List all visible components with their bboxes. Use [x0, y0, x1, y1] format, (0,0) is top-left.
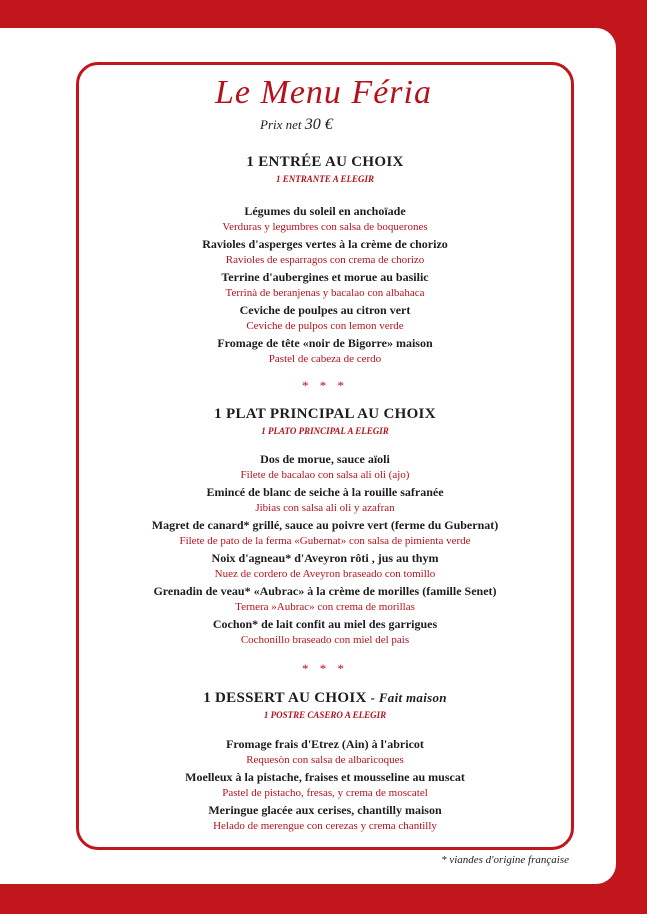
price-value: 30 €	[304, 116, 333, 133]
dish-translation: Ternera »Aubrac» con crema de morillas	[235, 601, 415, 613]
dish-name: Grenadin de veau* «Aubrac» à la crème de morilles (famille Senet)	[153, 584, 497, 598]
section-title-note: - Fait maison	[370, 690, 447, 705]
separator-stars: * * *	[302, 661, 348, 676]
separator-stars: * * *	[302, 378, 348, 393]
dish-name: Ravioles d'asperges vertes à la crème de chorizo	[202, 237, 448, 251]
footnote: * viandes d'origine française	[441, 854, 569, 866]
section-title: 1 ENTRÉE AU CHOIX	[246, 154, 404, 170]
dish-name: Ceviche de poulpes au citron vert	[239, 303, 411, 317]
dish-name: Magret de canard* grillé, sauce au poivre vert (ferme du Gubernat)	[151, 518, 499, 532]
dish-translation: Ceviche de pulpos con lemon verde	[246, 320, 404, 332]
dish-name: Cochon* de lait confit au miel des garrigues	[212, 617, 438, 631]
section-title	[76, 690, 574, 707]
dish-name: Terrine d'aubergines et morue au basilic	[221, 270, 429, 284]
dish-name: Fromage de tête «noir de Bigorre» maison	[217, 336, 433, 350]
dish-name: Moelleux à la pistache, fraises et mousseline au muscat	[185, 770, 465, 784]
dish-translation: Pastel de cabeza de cerdo	[268, 353, 382, 365]
section-plats	[76, 406, 574, 436]
dish-name: Fromage frais d'Etrez (Ain) à l'abricot	[226, 737, 424, 751]
dish-translation: Filete de bacalao con salsa ali oli (ajo)	[240, 469, 410, 481]
dish-translation: Ravioles de esparragos con crema de chorizo	[225, 254, 425, 266]
section-subtitle: 1 ENTRANTE A ELEGIR	[276, 174, 374, 184]
dish-translation: Cochonillo braseado con miel del pais	[240, 634, 410, 646]
dish-name: Dos de morue, sauce aïoli	[260, 452, 390, 466]
dish-name: Meringue glacée aux cerises, chantilly maison	[208, 803, 442, 817]
menu-title: Le Menu Féria	[215, 74, 432, 111]
section-title-text: 1 DESSERT AU CHOIX	[203, 690, 367, 706]
dish-translation: Filete de pato de la ferma «Gubernat» con salsa de pimienta verde	[179, 535, 471, 547]
dish-translation: Nuez de cordero de Aveyron braseado con tomillo	[214, 568, 436, 580]
section-entrees	[76, 154, 574, 184]
dish-name: Noix d'agneau* d'Aveyron rôti , jus au thym	[211, 551, 439, 565]
dish-translation: Verduras y legumbres con salsa de boquerones	[222, 221, 428, 233]
dish-translation: Pastel de pistacho, fresas, y crema de moscatel	[222, 787, 428, 799]
entrees-list	[76, 203, 574, 368]
dish-translation: Terrinà de beranjenas y bacalao con albahaca	[225, 287, 425, 299]
dish-name: Emincé de blanc de seiche à la rouille safranée	[206, 485, 444, 499]
section-title: 1 PLAT PRINCIPAL AU CHOIX	[214, 406, 436, 422]
plats-list	[76, 451, 574, 649]
price-label: Prix net	[260, 117, 302, 132]
dish-name: Légumes du soleil en anchoïade	[244, 204, 406, 218]
dish-translation: Requesòn con salsa de albaricoques	[246, 754, 404, 766]
menu-price	[260, 116, 333, 134]
dish-translation: Helado de merengue con cerezas y crema chantilly	[213, 820, 437, 832]
dish-translation: Jibias con salsa ali oli y azafran	[255, 502, 395, 514]
section-subtitle: 1 POSTRE CASERO A ELEGIR	[263, 710, 387, 720]
section-desserts	[76, 690, 574, 720]
desserts-list	[76, 736, 574, 835]
section-subtitle: 1 PLATO PRINCIPAL A ELEGIR	[261, 426, 389, 436]
